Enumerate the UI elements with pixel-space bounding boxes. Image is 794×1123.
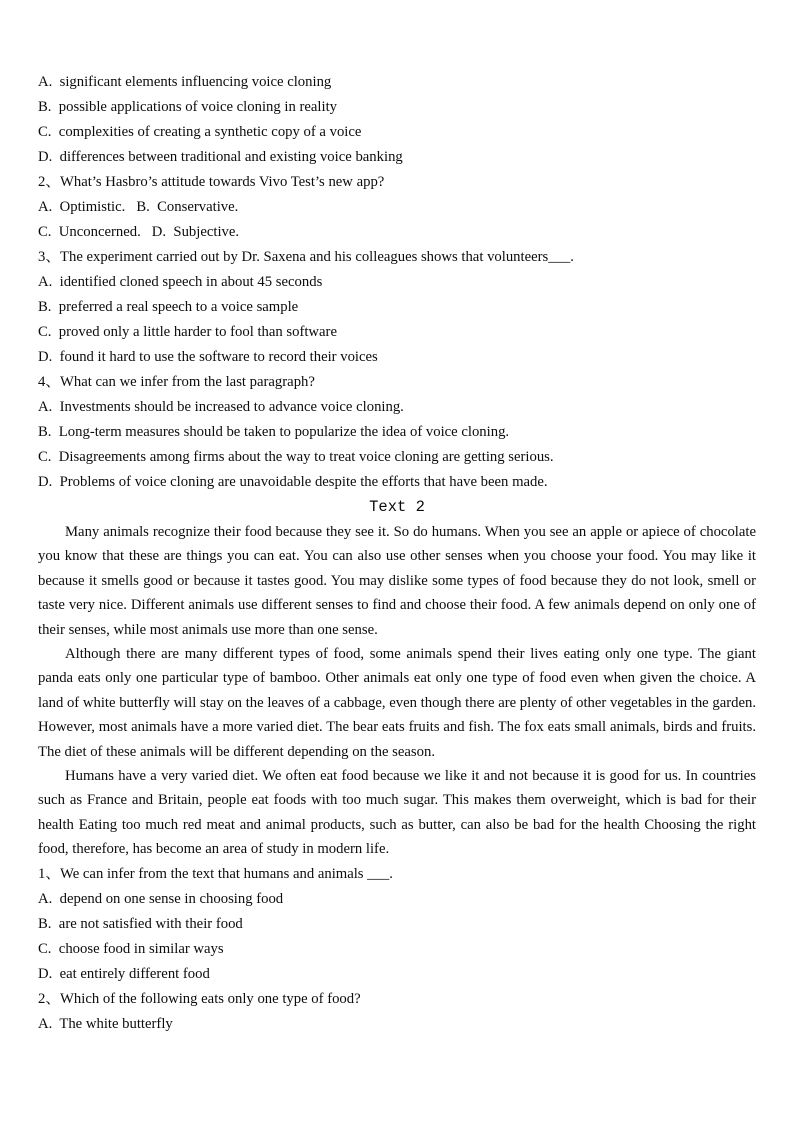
question-stem: 3、The experiment carried out by Dr. Saxena and his colleagues shows that volunteers___. — [38, 249, 574, 265]
text2-paragraph-3: Humans have a very varied diet. We often eat food because we like it and not because it is good for us. In countries such as France and Britain, people eat foods with too much sugar. This makes them overweight, which is bad for their health Eating too much red meat and animal products, such as butter, can also be bad for the health Choosing the right food, therefore, has become an area of study in modern life. — [38, 768, 756, 858]
option-line: D. found it hard to use the software to record their voices — [38, 349, 378, 365]
question-stem: 2、What’s Hasbro’s attitude towards Vivo Test’s new app? — [38, 174, 385, 190]
text2-heading: Text 2 — [369, 498, 425, 516]
option-line: B. Long-term measures should be taken to popularize the idea of voice cloning. — [38, 424, 510, 440]
option-line: A. Optimistic. B. Conservative. — [38, 199, 239, 215]
option-line: D. eat entirely different food — [38, 965, 210, 982]
option-line: A. Investments should be increased to advance voice cloning. — [38, 399, 404, 415]
text2-paragraph-2: Although there are many different types of food, some animals spend their lives eating only one type. The giant panda eats only one particular type of bamboo. Other animals eat only one type of food even when given the choice. A land of white butterfly will stay on the leaves of a cabbage, even though there are plenty of other vegetables in the garden. However, most animals have a more varied diet. The bear eats fruits and fish. The fox eats small animals, birds and fruits. The diet of these animals will be different depending on the season. — [38, 646, 756, 760]
option-line: C. Unconcerned. D. Subjective. — [38, 224, 240, 240]
option-line: C. proved only a little harder to fool than software — [38, 324, 337, 340]
option-line: C. complexities of creating a synthetic copy of a voice — [38, 124, 362, 140]
option-line: B. possible applications of voice cloning in reality — [38, 99, 337, 115]
option-line: D. differences between traditional and existing voice banking — [38, 149, 403, 165]
text2-paragraph-1: Many animals recognize their food because they see it. So do humans. When you see an apple or apiece of chocolate you know that these are things you can eat. You can also use other senses when you choose your food. You may like it because it smells good or because it tastes good. You may dislike some types of food because they do not look, smell or taste very nice. Different animals use different senses to find and choose their food. A few animals depend on only one of their senses, while most animals use more than one sense. — [38, 524, 756, 638]
option-line: D. Problems of voice cloning are unavoidable despite the efforts that have been made. — [38, 474, 548, 490]
option-line: A. The white butterfly — [38, 1015, 173, 1032]
option-line: A. depend on one sense in choosing food — [38, 890, 284, 907]
question-stem: 2、Which of the following eats only one type of food? — [38, 990, 361, 1007]
option-line: B. are not satisfied with their food — [38, 915, 243, 932]
option-line: B. preferred a real speech to a voice sample — [38, 299, 299, 315]
option-line: C. choose food in similar ways — [38, 940, 224, 957]
option-line: A. significant elements influencing voice cloning — [38, 74, 332, 90]
option-line: C. Disagreements among firms about the way to treat voice cloning are getting serious. — [38, 449, 554, 465]
option-line: A. identified cloned speech in about 45 seconds — [38, 274, 323, 290]
question-stem: 4、What can we infer from the last paragraph? — [38, 374, 315, 390]
question-stem: 1、We can infer from the text that humans and animals ___. — [38, 865, 393, 882]
